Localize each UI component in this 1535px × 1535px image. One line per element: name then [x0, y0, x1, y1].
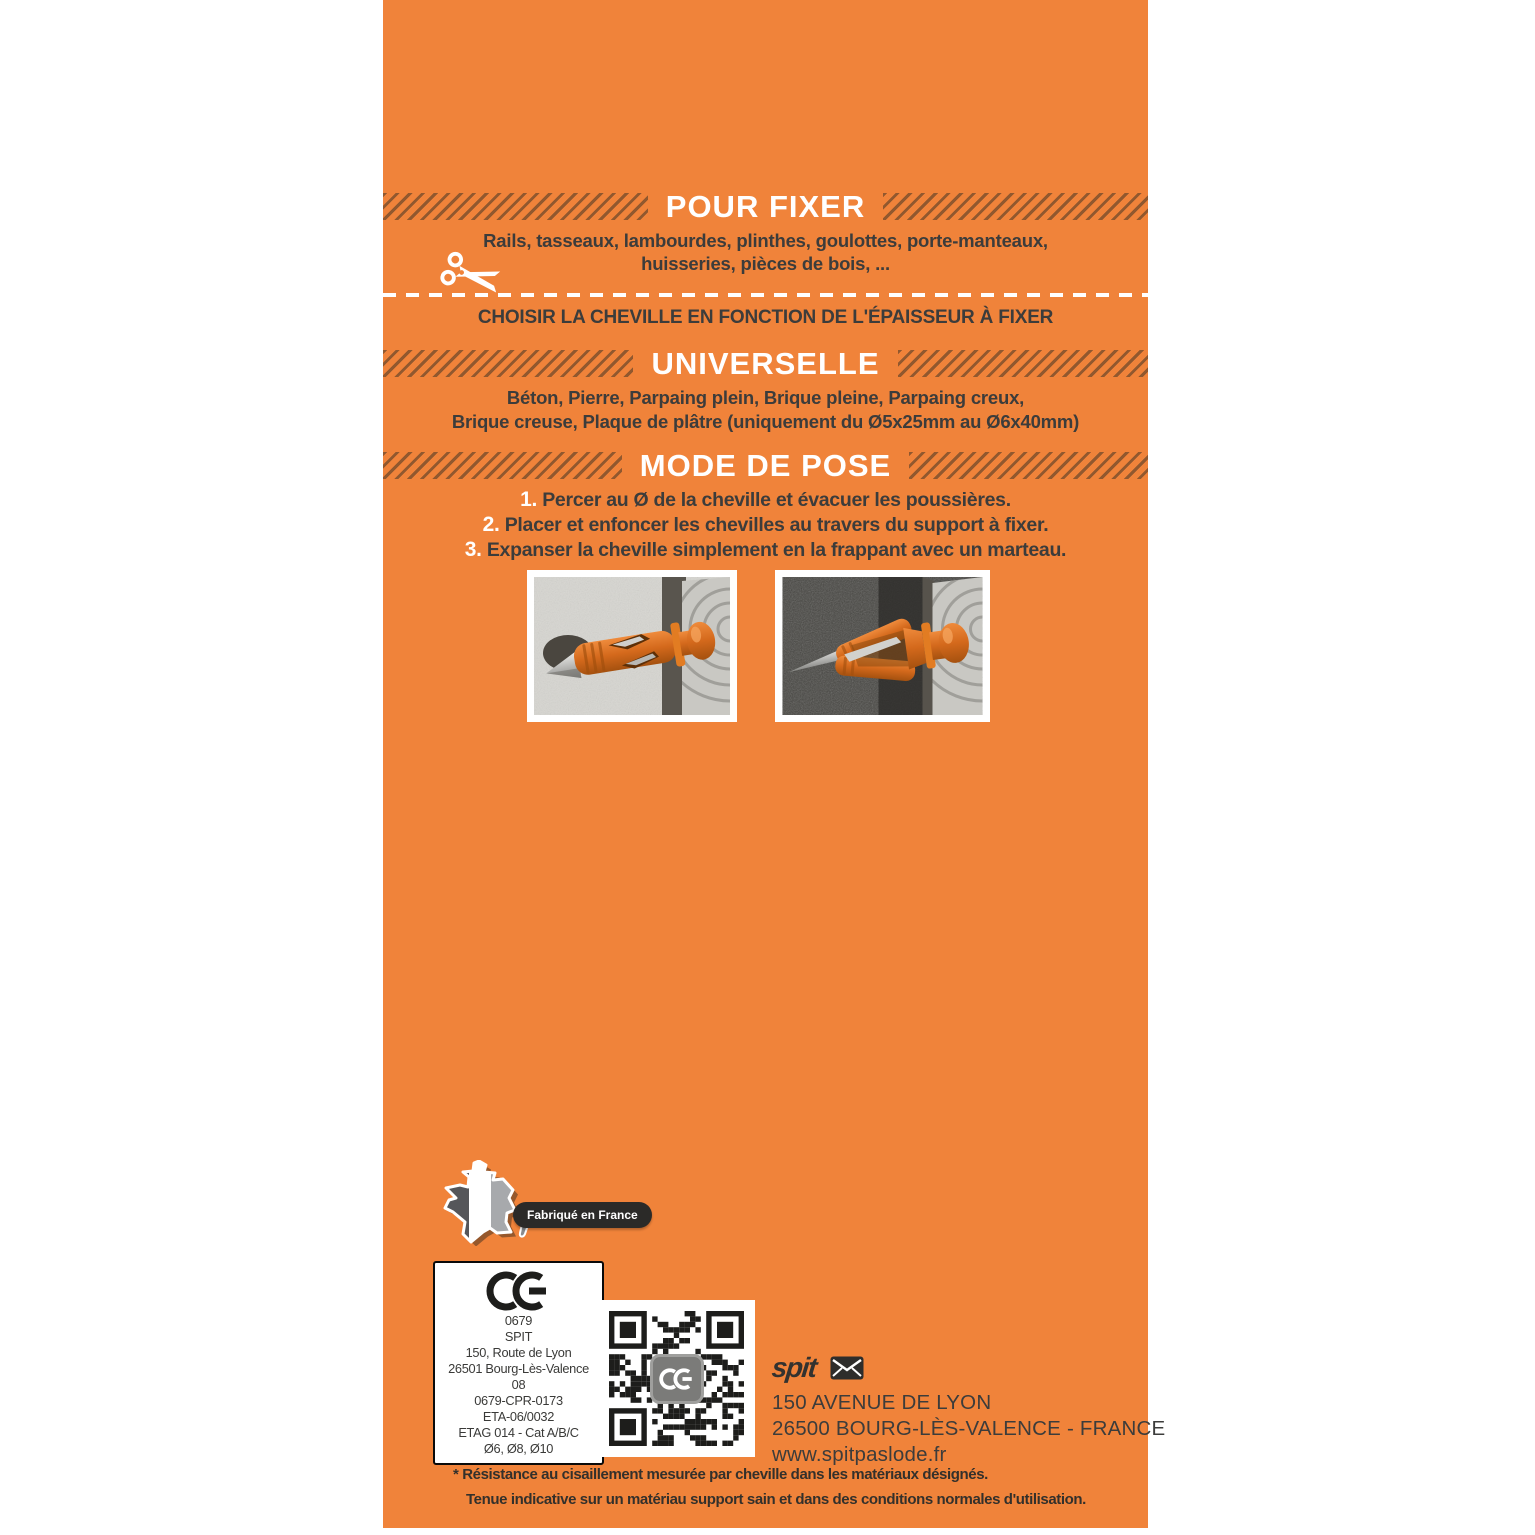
hatch-stripe-right — [898, 350, 1148, 377]
ce-line: SPIT — [504, 1329, 533, 1344]
ce-line: Ø6, Ø8, Ø10 — [483, 1441, 554, 1456]
hatch-stripe-right — [883, 193, 1148, 220]
hatch-stripe-left — [383, 193, 648, 220]
cut-dashed-line — [383, 293, 1148, 297]
figure-anchor-inserted — [527, 570, 737, 722]
footnote-line: Tenue indicative sur un matériau support sain et dans des conditions normales d'utilisation. — [466, 1491, 1086, 1508]
section-title: MODE DE POSE — [639, 448, 892, 483]
section-band-universelle — [383, 346, 1148, 381]
address-line: 26500 BOURG-LÈS-VALENCE - FRANCE — [772, 1417, 1166, 1440]
section-title: UNIVERSELLE — [651, 346, 880, 381]
address-block — [772, 1390, 1165, 1468]
spit-logo: spit — [770, 1352, 818, 1383]
qr-ce-badge — [650, 1354, 704, 1404]
step-3 — [383, 537, 1148, 563]
body-line: Brique creuse, Plaque de plâtre (uniquement du Ø5x25mm au Ø6x40mm) — [451, 410, 1080, 432]
made-in-france-badge: Fabriqué en France — [513, 1202, 652, 1228]
hatch-stripe-right — [909, 452, 1148, 479]
website-url: www.spitpaslode.fr — [772, 1443, 947, 1466]
ce-line: 26501 Bourg-Lès-Valence — [448, 1361, 589, 1376]
hatch-stripe-left — [383, 452, 622, 479]
step-text: Percer au Ø de la cheville et évacuer les poussières. — [542, 489, 1011, 511]
universelle-body — [383, 386, 1148, 433]
ce-line: ETA-06/0032 — [482, 1409, 555, 1424]
ce-line: 08 — [511, 1377, 526, 1392]
section-band-mode-de-pose — [383, 448, 1148, 483]
step-text: Expanser la cheville simplement en la frappant avec un marteau. — [486, 539, 1067, 561]
ce-line: 150, Route de Lyon — [465, 1345, 572, 1360]
step-text: Placer et enfoncer les chevilles au travers du support à fixer. — [504, 514, 1049, 536]
ce-certification-block — [433, 1261, 604, 1465]
qr-code — [598, 1300, 755, 1457]
step-1 — [383, 487, 1148, 513]
body-line: Béton, Pierre, Parpaing plein, Brique pleine, Parpaing creux, — [506, 387, 1025, 408]
envelope-icon — [830, 1356, 864, 1380]
step-number: 2. — [482, 513, 500, 536]
step-number: 1. — [520, 488, 538, 511]
ce-line: 0679 — [504, 1313, 533, 1328]
choisir-note: CHOISIR LA CHEVILLE EN FONCTION DE L'ÉPAISSEUR À FIXER — [477, 307, 1054, 328]
section-band-pour-fixer — [383, 189, 1148, 224]
step-number: 3. — [464, 538, 482, 561]
body-line: huisseries, pièces de bois, ... — [641, 252, 890, 274]
footnote — [453, 1462, 1086, 1512]
footnote-line: * Résistance au cisaillement mesurée par cheville dans les matériaux désignés. — [453, 1466, 988, 1483]
section-title: POUR FIXER — [665, 189, 866, 224]
address-line: 150 AVENUE DE LYON — [772, 1391, 992, 1414]
figure-anchor-expanded — [775, 570, 990, 722]
brand-row — [772, 1352, 864, 1384]
hatch-stripe-left — [383, 350, 633, 377]
ce-line: ETAG 014 - Cat A/B/C — [458, 1425, 579, 1440]
step-2 — [383, 512, 1148, 538]
ce-line: 0679-CPR-0173 — [474, 1393, 563, 1408]
orange-panel — [383, 0, 1166, 1528]
ce-mark-icon — [486, 1271, 552, 1311]
body-line: Rails, tasseaux, lambourdes, plinthes, goulottes, porte-manteaux, — [483, 230, 1048, 251]
